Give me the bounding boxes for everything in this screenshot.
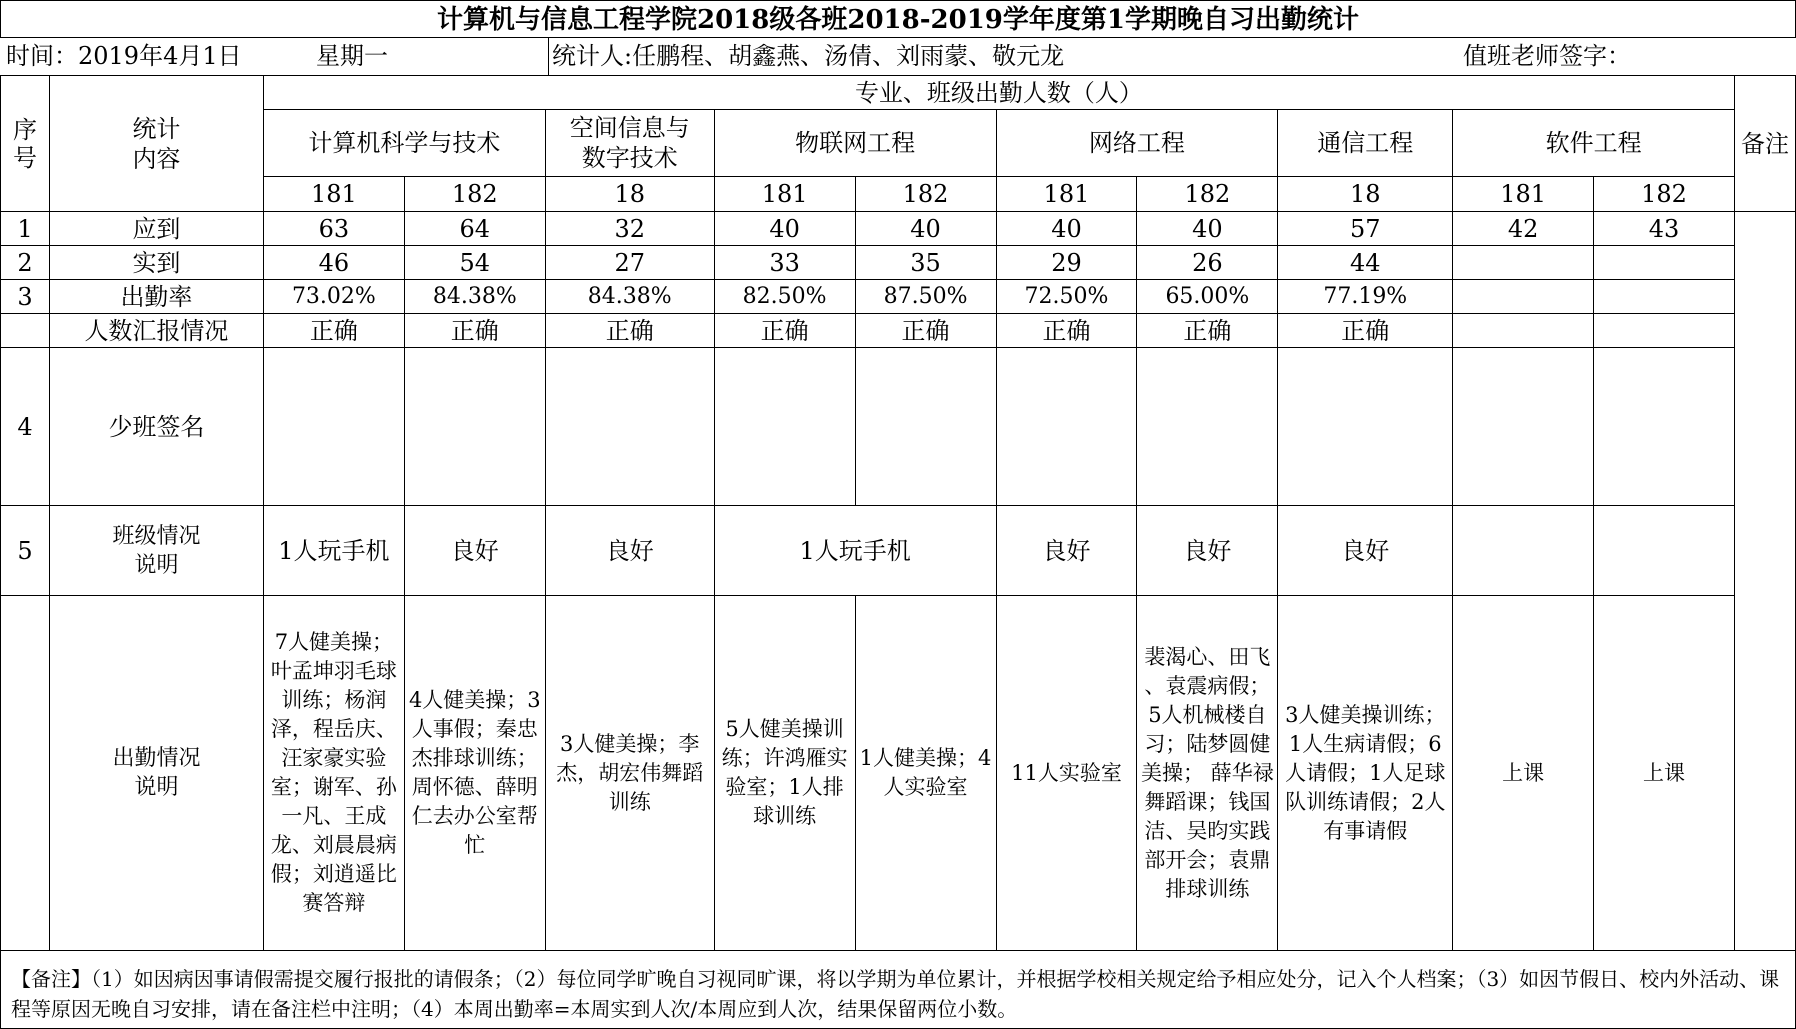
rate-cell <box>1453 280 1594 314</box>
major-header: 空间信息与数字技术 <box>545 110 714 177</box>
report-cell: 正确 <box>714 314 855 348</box>
seq-header: 序号 <box>1 76 50 212</box>
signature-cell[interactable] <box>1278 348 1453 506</box>
class-header: 182 <box>1137 177 1278 212</box>
report-cell <box>1453 314 1594 348</box>
actual-cell: 35 <box>855 246 996 280</box>
expected-cell: 57 <box>1278 212 1453 246</box>
date-label: 时间：2019年4月1日 <box>6 42 242 70</box>
rate-cell: 84.38% <box>545 280 714 314</box>
actual-cell: 46 <box>263 246 404 280</box>
actual-cell <box>1453 246 1594 280</box>
rate-cell: 77.19% <box>1278 280 1453 314</box>
rate-cell: 72.50% <box>996 280 1137 314</box>
actual-cell: 54 <box>404 246 545 280</box>
signature-cell[interactable] <box>714 348 855 506</box>
row-label-attendance-notes: 出勤情况说明 <box>49 596 263 951</box>
rate-cell: 87.50% <box>855 280 996 314</box>
actual-cell: 27 <box>545 246 714 280</box>
class-header: 181 <box>714 177 855 212</box>
footer-notes: 【备注】（1）如因病因事请假需提交履行报批的请假条；（2）每位同学旷晚自习视同旷课，将以学期为单位累计，并根据学校相关规定给予相应处分，记入个人档案；（3）如因节假日、校内外活动、课程等原因无晚自习安排，请在备注栏中注明；（4）本周出勤率=本周实到人次/本周应到人次，结果保留两位小数。 <box>0 950 1796 1029</box>
attendance-note-cell: 5人健美操训练；许鸿雁实验室；1人排球训练 <box>714 596 855 951</box>
class-header: 181 <box>996 177 1137 212</box>
row-seq: 4 <box>1 348 50 506</box>
expected-cell: 42 <box>1453 212 1594 246</box>
report-cell: 正确 <box>855 314 996 348</box>
expected-cell: 32 <box>545 212 714 246</box>
report-cell: 正确 <box>545 314 714 348</box>
expected-cell: 40 <box>714 212 855 246</box>
class-header: 18 <box>1278 177 1453 212</box>
class-header: 181 <box>263 177 404 212</box>
signature-cell[interactable] <box>855 348 996 506</box>
remarks-header: 备注 <box>1734 76 1795 212</box>
row-seq-empty <box>1 596 50 951</box>
signature-cell[interactable] <box>404 348 545 506</box>
expected-cell: 43 <box>1594 212 1735 246</box>
row-seq: 1 <box>1 212 50 246</box>
report-cell: 正确 <box>1137 314 1278 348</box>
actual-cell: 44 <box>1278 246 1453 280</box>
row-seq: 2 <box>1 246 50 280</box>
weekday-label: 星期一 <box>316 42 388 70</box>
attendance-note-cell: 3人健美操训练；1人生病请假；6人请假；1人足球队训练请假；2人有事请假 <box>1278 596 1453 951</box>
class-status-cell: 良好 <box>996 506 1137 596</box>
attendance-note-cell: 裴渴心、田飞 、袁震病假；5人机械楼自习；陆梦圆健美操； 薛华禄舞蹈课；钱国洁、吴昀实践部开会；袁鼎排球训练 <box>1137 596 1278 951</box>
class-status-cell: 1人玩手机 <box>714 506 996 596</box>
class-header: 182 <box>1594 177 1735 212</box>
report-cell <box>1594 314 1735 348</box>
statistician-label: 统计人:任鹏程、胡鑫燕、汤倩、刘雨蒙、敬元龙 <box>552 42 1065 70</box>
class-status-cell: 良好 <box>1137 506 1278 596</box>
attendance-note-cell: 11人实验室 <box>996 596 1137 951</box>
signature-cell[interactable] <box>1137 348 1278 506</box>
class-status-cell: 良好 <box>404 506 545 596</box>
expected-cell: 63 <box>263 212 404 246</box>
report-cell: 正确 <box>996 314 1137 348</box>
report-cell: 正确 <box>404 314 545 348</box>
signature-cell[interactable] <box>1453 348 1594 506</box>
class-status-cell: 良好 <box>545 506 714 596</box>
rate-cell: 82.50% <box>714 280 855 314</box>
row-label-sign: 少班签名 <box>49 348 263 506</box>
rate-cell: 65.00% <box>1137 280 1278 314</box>
attendance-note-cell: 1人健美操；4人实验室 <box>855 596 996 951</box>
remarks-cell <box>1734 212 1795 951</box>
signature-cell[interactable] <box>545 348 714 506</box>
actual-cell: 26 <box>1137 246 1278 280</box>
class-header: 182 <box>855 177 996 212</box>
attendance-note-cell: 上课 <box>1594 596 1735 951</box>
class-status-cell <box>1594 506 1735 596</box>
row-label-rate: 出勤率 <box>49 280 263 314</box>
sheet-title: 计算机与信息工程学院2018级各班2018-2019学年度第1学期晚自习出勤统计 <box>0 0 1796 38</box>
class-status-cell: 1人玩手机 <box>263 506 404 596</box>
expected-cell: 40 <box>996 212 1137 246</box>
attendance-table <box>0 75 1796 951</box>
rate-cell: 73.02% <box>263 280 404 314</box>
info-divider <box>548 38 549 75</box>
class-header: 181 <box>1453 177 1594 212</box>
major-header: 通信工程 <box>1278 110 1453 177</box>
major-header: 计算机科学与技术 <box>263 110 545 177</box>
row-label-actual: 实到 <box>49 246 263 280</box>
attendance-note-cell: 7人健美操；叶孟坤羽毛球训练；杨润泽，程岳庆、汪家豪实验室；谢军、孙一凡、王成龙、刘晨晨病假；刘逍遥比赛答辩 <box>263 596 404 951</box>
major-header: 网络工程 <box>996 110 1278 177</box>
signature-cell[interactable] <box>996 348 1137 506</box>
class-status-cell <box>1453 506 1594 596</box>
major-header: 物联网工程 <box>714 110 996 177</box>
class-header: 18 <box>545 177 714 212</box>
attendance-note-cell: 3人健美操；李杰，胡宏伟舞蹈训练 <box>545 596 714 951</box>
attendance-note-cell: 上课 <box>1453 596 1594 951</box>
expected-cell: 64 <box>404 212 545 246</box>
row-seq <box>1 314 50 348</box>
report-cell: 正确 <box>1278 314 1453 348</box>
row-label-expected: 应到 <box>49 212 263 246</box>
attendance-note-cell: 4人健美操；3人事假；秦忠杰排球训练；周怀德、薛明仁去办公室帮忙 <box>404 596 545 951</box>
rate-cell: 84.38% <box>404 280 545 314</box>
stat-content-header: 统计内容 <box>49 76 263 212</box>
expected-cell: 40 <box>1137 212 1278 246</box>
teacher-sign-label: 值班老师签字： <box>1463 42 1631 70</box>
rate-cell <box>1594 280 1735 314</box>
row-label-class-status: 班级情况说明 <box>49 506 263 596</box>
class-status-cell: 良好 <box>1278 506 1453 596</box>
row-seq: 5 <box>1 506 50 596</box>
report-cell: 正确 <box>263 314 404 348</box>
actual-cell: 29 <box>996 246 1137 280</box>
major-header: 软件工程 <box>1453 110 1735 177</box>
class-header: 182 <box>404 177 545 212</box>
group-header: 专业、班级出勤人数（人） <box>263 76 1734 110</box>
actual-cell <box>1594 246 1735 280</box>
expected-cell: 40 <box>855 212 996 246</box>
signature-cell[interactable] <box>263 348 404 506</box>
actual-cell: 33 <box>714 246 855 280</box>
row-seq: 3 <box>1 280 50 314</box>
signature-cell[interactable] <box>1594 348 1735 506</box>
row-label-report: 人数汇报情况 <box>49 314 263 348</box>
